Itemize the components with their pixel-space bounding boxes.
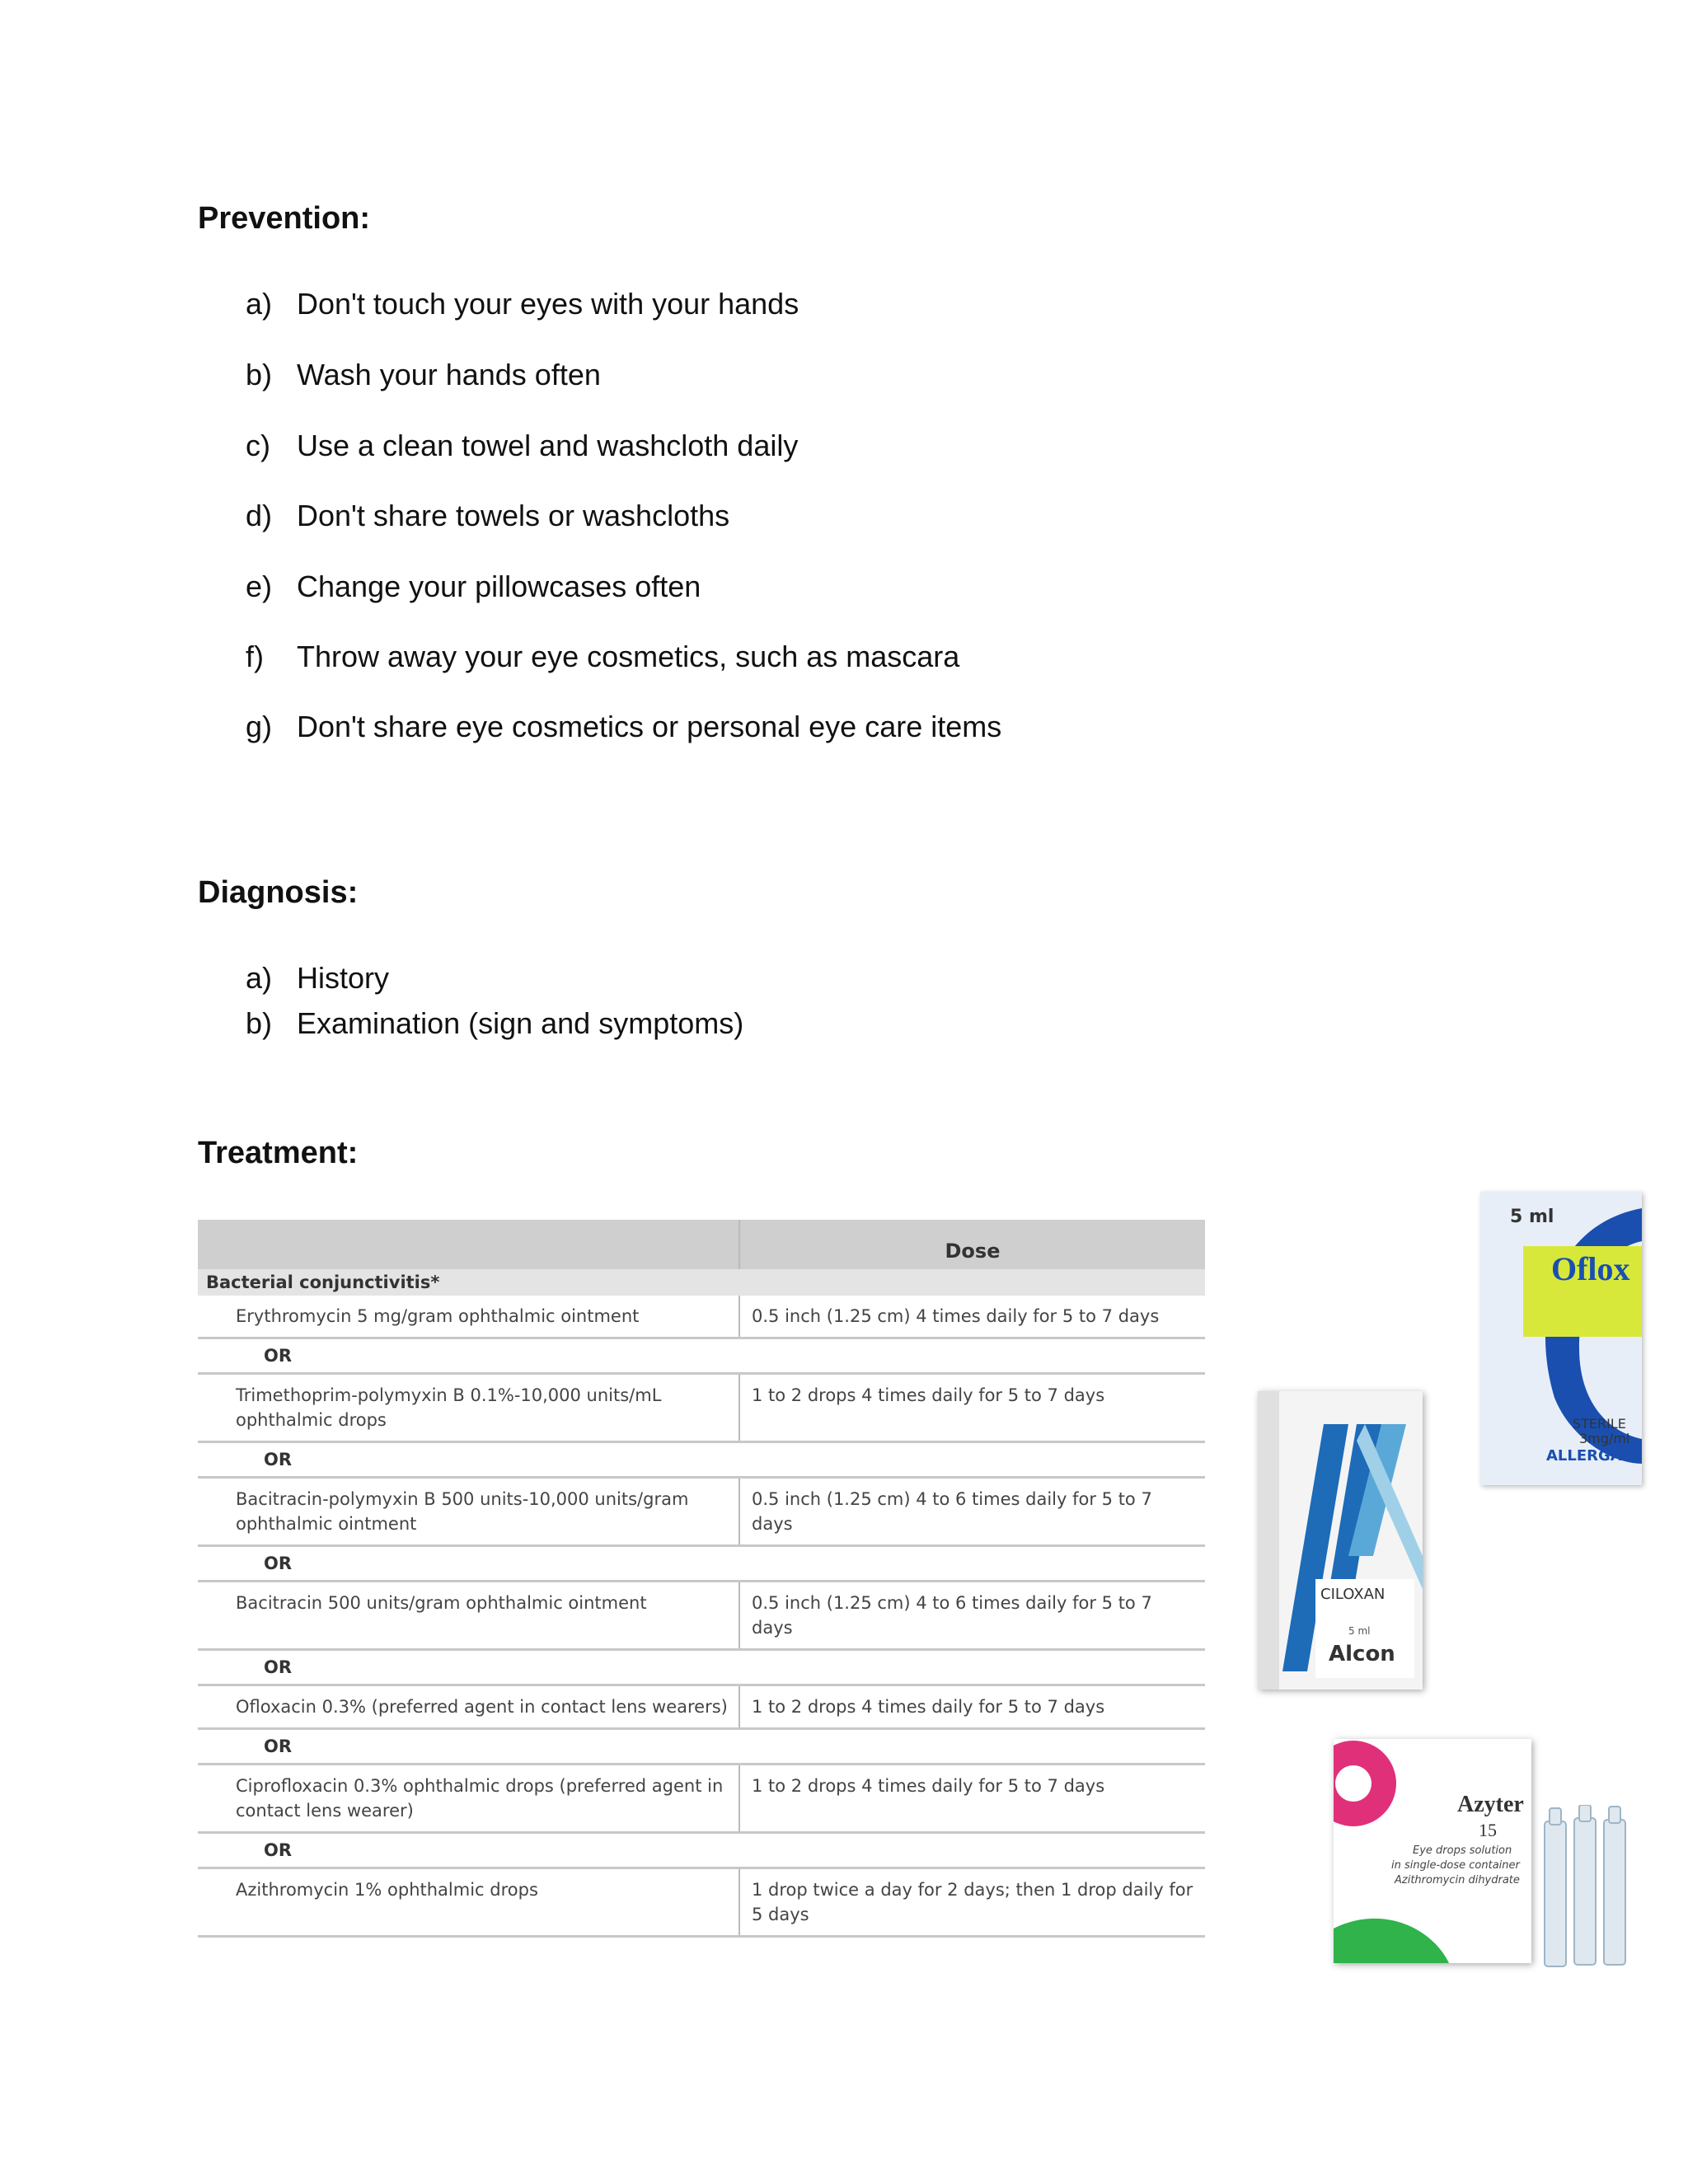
oflox-brand: Oflox (1551, 1250, 1630, 1287)
or-row (198, 1833, 1205, 1868)
or-label: OR (198, 1650, 1205, 1685)
dose-cell: 0.5 inch (1.25 cm) 4 to 6 times daily for 5 to 7 days (739, 1478, 1205, 1546)
drug-cell: Bacitracin-polymyxin B 500 units-10,000 units/gram ophthalmic ointment (198, 1478, 739, 1546)
header-drug-cell (198, 1220, 739, 1269)
dose-cell: 1 to 2 drops 4 times daily for 5 to 7 days (739, 1685, 1205, 1729)
prevention-item (246, 499, 729, 533)
diagnosis-heading: Diagnosis: (198, 875, 359, 910)
drug-cell: Ofloxacin 0.3% (preferred agent in contact lens wearers) (198, 1685, 739, 1729)
item-text: Change your pillowcases often (297, 569, 701, 603)
or-label: OR (198, 1729, 1205, 1765)
drug-cell: Bacitracin 500 units/gram ophthalmic ointment (198, 1582, 739, 1650)
item-text: Examination (sign and symptoms) (297, 1006, 744, 1040)
oflox-product-image (1480, 1192, 1642, 1485)
table-row (198, 1296, 1205, 1338)
table-row (198, 1685, 1205, 1729)
prevention-item (246, 287, 799, 321)
item-label: d) (246, 499, 273, 532)
item-label: e) (246, 569, 273, 603)
item-label: b) (246, 1006, 273, 1040)
item-text: Wash your hands often (297, 358, 601, 391)
item-label: a) (246, 287, 273, 321)
section-label: Bacterial conjunctivitis* (198, 1269, 1205, 1296)
prevention-item (246, 640, 959, 674)
azyter-line2: in single-dose container (1391, 1859, 1520, 1872)
or-label: OR (198, 1338, 1205, 1374)
item-label: a) (246, 961, 273, 995)
oflox-volume: 5 ml (1510, 1207, 1554, 1227)
dose-cell: 1 to 2 drops 4 times daily for 5 to 7 days (739, 1374, 1205, 1442)
azyter-line3: Azithromycin dihydrate (1395, 1874, 1520, 1886)
drug-cell: Erythromycin 5 mg/gram ophthalmic ointment (198, 1296, 739, 1338)
or-row (198, 1546, 1205, 1582)
azyter-product-image (1334, 1739, 1531, 1963)
prevention-item (246, 358, 601, 392)
treatment-heading: Treatment: (198, 1136, 359, 1170)
or-row (198, 1338, 1205, 1374)
or-row (198, 1650, 1205, 1685)
ciloxan-maker: Alcon (1329, 1642, 1395, 1666)
table-body (198, 1296, 1205, 1937)
oflox-maker: ALLERGAN (1546, 1447, 1634, 1465)
item-text: Don't share eye cosmetics or personal eye care items (297, 710, 1002, 743)
azyter-brand: Azyter (1457, 1792, 1524, 1817)
oflox-strength: 3mg/ml (1579, 1431, 1630, 1446)
prevention-item (246, 429, 798, 463)
vials-icon (1540, 1805, 1630, 1970)
item-text: Use a clean towel and washcloth daily (297, 429, 799, 462)
drug-cell: Trimethoprim-polymyxin B 0.1%-10,000 units/mL ophthalmic drops (198, 1374, 739, 1442)
dose-cell: 1 drop twice a day for 2 days; then 1 drop daily for 5 days (739, 1868, 1205, 1937)
or-row (198, 1729, 1205, 1765)
table-row (198, 1582, 1205, 1650)
drug-cell: Azithromycin 1% ophthalmic drops (198, 1868, 739, 1937)
azyter-line1: Eye drops solution (1413, 1844, 1512, 1857)
azyter-count: 15 (1479, 1820, 1497, 1840)
treatment-table (198, 1220, 1205, 1938)
dose-cell: 0.5 inch (1.25 cm) 4 times daily for 5 to 7 days (739, 1296, 1205, 1338)
drug-cell: Ciprofloxacin 0.3% ophthalmic drops (preferred agent in contact lens wearer) (198, 1765, 739, 1833)
item-label: f) (246, 640, 264, 673)
or-label: OR (198, 1442, 1205, 1478)
ciloxan-brand: CILOXAN (1320, 1586, 1386, 1603)
item-label: g) (246, 710, 273, 743)
or-row (198, 1442, 1205, 1478)
item-label: c) (246, 429, 270, 462)
or-label: OR (198, 1546, 1205, 1582)
ciloxan-volume: 5 ml (1348, 1625, 1371, 1637)
item-text: Don't touch your eyes with your hands (297, 287, 799, 321)
item-text: Don't share towels or washcloths (297, 499, 730, 532)
diagnosis-item (246, 961, 389, 996)
or-label: OR (198, 1833, 1205, 1868)
table-row (198, 1868, 1205, 1937)
prevention-heading: Prevention: (198, 201, 371, 236)
azyter-vials-image (1540, 1805, 1630, 1970)
prevention-item (246, 710, 1001, 744)
table-section-row (198, 1269, 1205, 1296)
dose-cell: 0.5 inch (1.25 cm) 4 to 6 times daily for 5 to 7 days (739, 1582, 1205, 1650)
item-text: Throw away your eye cosmetics, such as mascara (297, 640, 960, 673)
diagnosis-item (246, 1006, 743, 1041)
table-row (198, 1478, 1205, 1546)
oflox-sterile: STERILE (1573, 1416, 1626, 1432)
item-text: History (297, 961, 390, 995)
ciloxan-product-image (1258, 1391, 1423, 1690)
dose-cell: 1 to 2 drops 4 times daily for 5 to 7 days (739, 1765, 1205, 1833)
table-row (198, 1765, 1205, 1833)
item-label: b) (246, 358, 273, 391)
prevention-item (246, 569, 701, 604)
table-row (198, 1374, 1205, 1442)
header-dose-cell: Dose (739, 1220, 1205, 1269)
table-header-row (198, 1220, 1205, 1269)
